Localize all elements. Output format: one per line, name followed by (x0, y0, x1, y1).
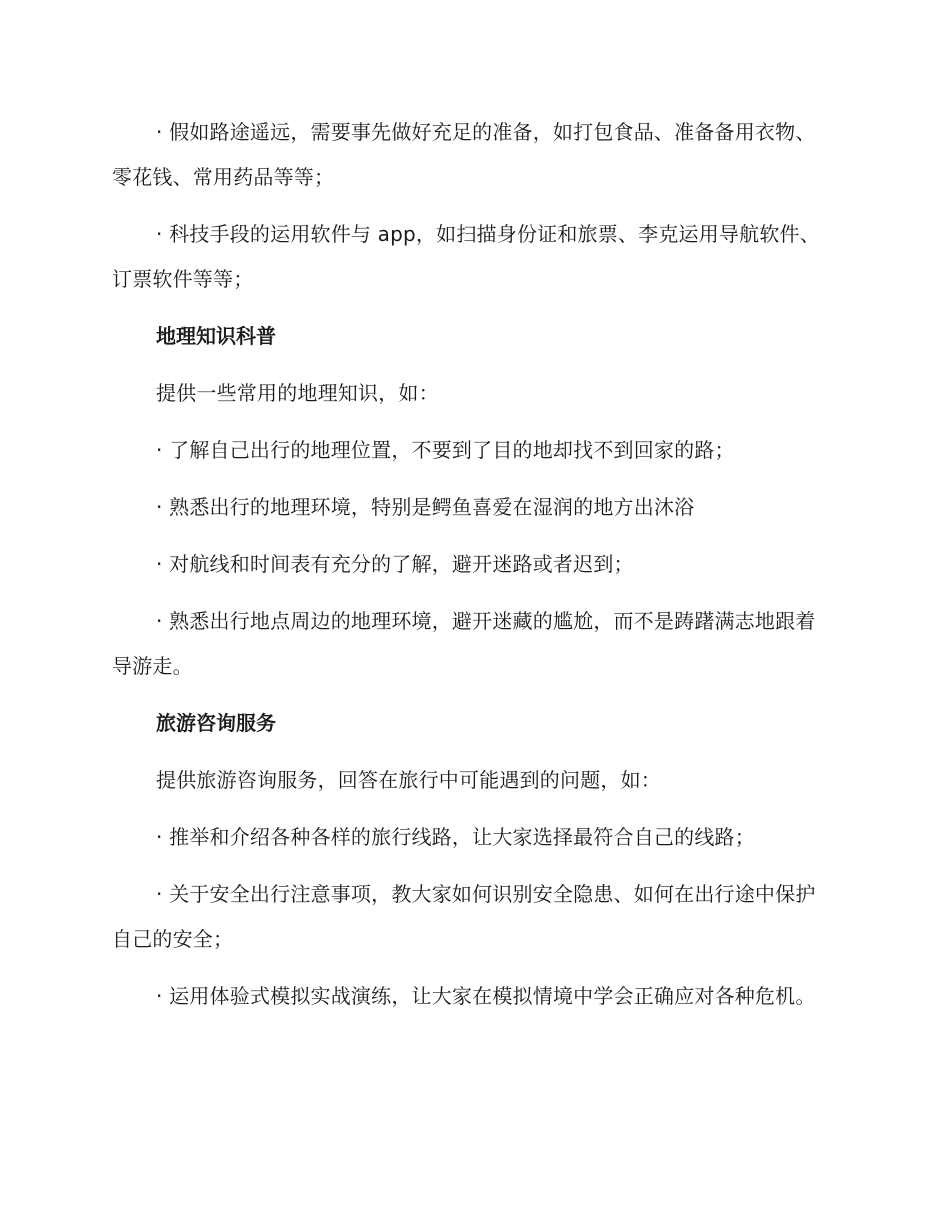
bullet-paragraph-environment: · 熟悉出行的地理环境，特别是鳄鱼喜爱在湿润的地方出沐浴 (156, 495, 695, 519)
bullet-paragraph-simulation: · 运用体验式模拟实战演练，让大家在模拟情境中学会正确应对各种危机。 (156, 984, 816, 1008)
intro-paragraph-geography: 提供一些常用的地理知识，如： (156, 381, 439, 405)
bullet-paragraph-location: · 了解自己出行的地理位置，不要到了目的地却找不到回家的路； (156, 438, 735, 462)
bullet-paragraph-schedule: · 对航线和时间表有充分的了解，避开迷路或者迟到； (156, 552, 634, 576)
bullet-paragraph-preparation: · 假如路途遥远，需要事先做好充足的准备，如打包食品、准备备用衣物、零花钱、常用药品等等； (112, 120, 816, 189)
bullet-paragraph-technology: · 科技手段的运用软件与 app，如扫描身份证和旅票、李克运用导航软件、订票软件等等； (112, 222, 820, 291)
bullet-paragraph-routes: · 推举和介绍各种各样的旅行线路，让大家选择最符合自己的线路； (156, 825, 755, 849)
section-heading-consulting: 旅游咨询服务 (156, 711, 276, 735)
bullet-paragraph-safety: · 关于安全出行注意事项，教大家如何识别安全隐患、如何在出行途中保护自己的安全； (112, 882, 816, 951)
bullet-paragraph-surroundings: · 熟悉出行地点周边的地理环境，避开迷藏的尴尬，而不是踌躇满志地跟着导游走。 (112, 609, 816, 678)
section-heading-geography: 地理知识科普 (156, 324, 276, 348)
intro-paragraph-consulting: 提供旅游咨询服务，回答在旅行中可能遇到的问题，如： (156, 768, 661, 792)
